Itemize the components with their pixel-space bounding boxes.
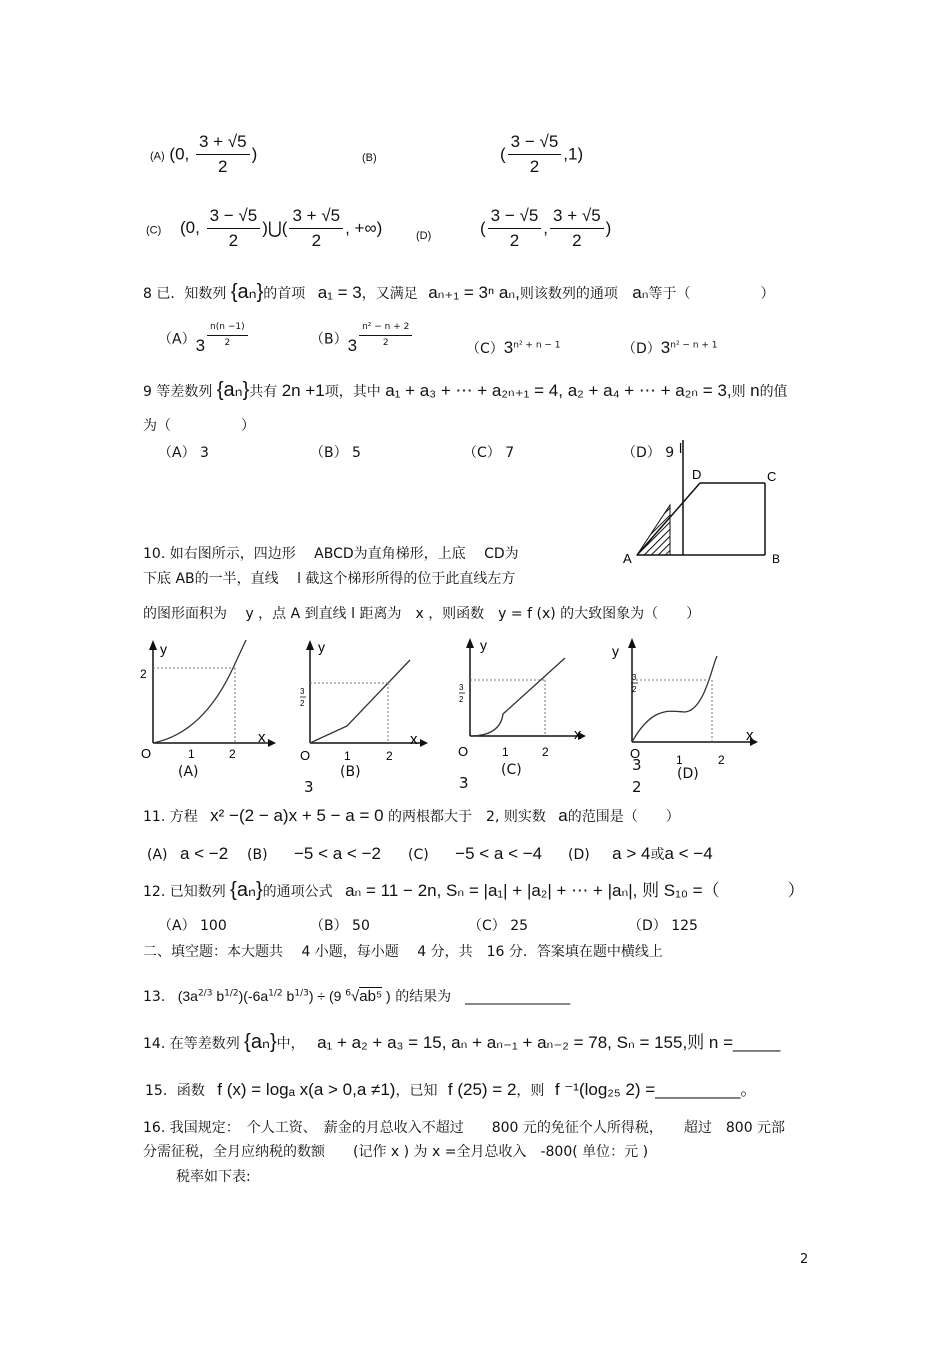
q7-option-a-tail: ) — [251, 144, 258, 164]
svg-text:1: 1 — [188, 747, 195, 761]
q10-line3: 的图形面积为 y ，点 A 到直线 l 距离为 x ，则函数 y = f (x) 的大致图象为（ ） — [143, 606, 701, 622]
svg-text:2: 2 — [459, 695, 464, 704]
graph-a-caption: (A) — [178, 764, 199, 780]
stray-digit-3b: 3 — [459, 774, 469, 792]
q7-option-b-label: (B) — [362, 152, 377, 164]
q12-stem: 12. 已知数列 {aₙ}的通项公式 aₙ = 11 − 2n, Sₙ = |a₁| + |a₂| + ⋯ + |aₙ|, 则 S₁₀ =（ ） — [143, 879, 805, 901]
q10-line2: 下底 AB的一半，直线 l 截这个梯形所得的位于此直线左方 — [143, 571, 516, 587]
q11-stem: 11. 方程 x² −(2 − a)x + 5 − a = 0 的两根都大于 2, 则实数 a的范围是（ ） — [143, 806, 680, 825]
svg-text:y: y — [480, 637, 487, 653]
q7-option-d-head: ( — [480, 218, 486, 238]
svg-text:O: O — [141, 746, 152, 761]
fig-label-c: C — [767, 469, 777, 484]
svg-text:O: O — [630, 746, 641, 761]
svg-text:2: 2 — [386, 749, 393, 763]
q11-option-a: (A) a < −2 — [147, 844, 229, 863]
graph-c-caption: (C) — [501, 762, 522, 778]
q7-option-c-label: (C) — [146, 224, 162, 237]
svg-text:3: 3 — [459, 683, 464, 692]
q8-option-d: $(D)3^{n^2 - n + 1}$ — [622, 338, 718, 357]
q12-option-a: （A） 100 — [158, 918, 227, 934]
graph-b — [292, 638, 432, 778]
svg-text:2: 2 — [140, 667, 147, 681]
q7-option-d-fraction-2: $\frac{3 + √5}{2}$ — [550, 206, 604, 252]
q7-option-b-head: ( — [500, 144, 506, 164]
q11-option-d: (D) a > 4或a < −4 — [568, 844, 713, 863]
q12-option-b: （B） 50 — [310, 918, 370, 934]
q13-stem: 13. ($3a^{2/3}$ $b^{1/2})(-6a^{1/2}$ $b^{1/3}) \div (9$ $^6$√ab⁵ ) 的结果为 _______________ — [143, 988, 571, 1005]
q12-option-c: （C） 25 — [468, 918, 529, 934]
q7-option-c-union: )⋃( — [262, 218, 288, 238]
svg-text:2: 2 — [542, 745, 549, 759]
stray-digit-2: 2 — [632, 778, 642, 796]
q7-option-a-head: (0, — [169, 144, 194, 164]
stray-digit-3: 3 — [304, 778, 314, 796]
fig-label-d: D — [692, 467, 702, 482]
q16-line3: 税率如下表: — [176, 1169, 251, 1185]
q9-option-b: （B） 5 — [310, 445, 361, 461]
q16-line1: 16. 我国规定： 个人工资、 薪金的月总收入不超过 800 元的免征个人所得税， 超过 800 元部 — [143, 1120, 786, 1136]
svg-text:3: 3 — [300, 687, 305, 696]
q9-stem-line2: 为（ ） — [143, 418, 255, 434]
q9-option-c: （C） 7 — [463, 445, 515, 461]
q14-stem: 14. 在等差数列 {aₙ}中， a₁ + a₂ + a₃ = 15, aₙ + aₙ₋₁ + aₙ₋₂ = 78, Sₙ = 155,则 n =_____ — [143, 1031, 781, 1053]
section-2-heading: 二、填空题：本大题共 4 小题，每小题 4 分，共 16 分．答案填在题中横线上 — [143, 944, 663, 960]
svg-text:1: 1 — [344, 749, 351, 763]
svg-text:2: 2 — [632, 685, 637, 694]
q7-option-d-comma: , — [543, 218, 549, 238]
graph-a — [138, 638, 278, 778]
svg-text:3: 3 — [632, 673, 637, 682]
svg-text:O: O — [458, 744, 469, 759]
fig-label-b: B — [772, 552, 781, 566]
q9-stem: 9 等差数列 {aₙ}共有 2n +1项，其中 a₁ + a₃ + ⋯ + a₂ₙ₊₁ = 4, a₂ + a₄ + ⋯ + a₂ₙ = 3,则 n的值 — [143, 379, 788, 401]
q8-option-c: $(C)3^{n^2 + n - 1}$ — [466, 338, 561, 357]
q7-option-c-head: (0, — [180, 218, 205, 238]
svg-text:y: y — [318, 639, 325, 655]
graph-c — [450, 636, 590, 776]
q8-stem: 8 已．知数列 {aₙ}的首项 a₁ = 3，又满足 aₙ₊₁ = 3ⁿ aₙ,则该数列的通项 aₙ等于（ ） — [143, 281, 775, 303]
q7-option-d-fraction-1: $\frac{3 - √5}{2}$ — [488, 206, 542, 252]
svg-text:1: 1 — [502, 745, 509, 759]
fig-label-a: A — [623, 551, 632, 566]
q7-option-c-fraction-1: $\frac{3 - √5}{2}$ — [207, 206, 261, 252]
svg-text:x: x — [258, 729, 266, 746]
stray-digit-3c: 3 — [632, 756, 642, 774]
q7-option-c-fraction-2: $\frac{3 + √5}{2}$ — [289, 206, 343, 252]
svg-text:x: x — [574, 726, 582, 743]
svg-text:2: 2 — [229, 747, 236, 761]
q16-line2: 分需征税，全月应纳税的数额 (记作 x ) 为 x =全月总收入 -800( 单位：元 ) — [143, 1144, 649, 1160]
q11-option-b: (B) −5 < a < −2 — [247, 844, 381, 863]
q15-stem: 15．函数 f (x) = logₐ x(a > 0,a ≠1)，已知 f (25) = 2，则 f ⁻¹(log₂₅ 2) =_________。 — [145, 1080, 758, 1099]
q8-option-b: （B）3 $\frac{\text{n² − n + 2}}{2}$ — [310, 326, 414, 353]
svg-text:y: y — [160, 641, 167, 657]
q7-option-d-tail: ) — [605, 218, 612, 238]
svg-text:2: 2 — [718, 753, 725, 767]
q7-option-d-label: (D) — [416, 230, 432, 242]
svg-text:y: y — [612, 643, 619, 659]
q11-option-c: (C) −5 < a < −4 — [408, 844, 543, 863]
svg-text:2: 2 — [300, 699, 305, 708]
q7-option-b-tail: ,1) — [563, 144, 584, 164]
q7-option-b-fraction: $\frac{3 - √5}{2}$ — [508, 132, 562, 178]
q12-option-d: （D） 125 — [628, 918, 698, 934]
q7-option-c-tail: , +∞) — [345, 218, 383, 238]
q8-option-a: （A）3 $\frac{n(n -1)}{2}$ — [158, 326, 250, 353]
svg-text:x: x — [746, 727, 754, 744]
graph-d-caption: (D) — [677, 766, 699, 782]
fig-label-l: l — [679, 440, 683, 456]
q7-option-a-fraction: $\frac{3 + √5}{2}$ — [196, 132, 250, 178]
svg-text:1: 1 — [676, 753, 683, 767]
q9-option-a: （A） 3 — [158, 445, 209, 461]
q7-option-a-label: (A) — [150, 150, 165, 163]
trapezoid-figure — [615, 435, 815, 570]
svg-text:O: O — [300, 748, 311, 763]
graph-b-caption: (B) — [340, 764, 361, 780]
svg-text:x: x — [410, 731, 418, 748]
page-number: 2 — [800, 1252, 809, 1267]
graph-d — [612, 636, 762, 776]
q10-line1: 10. 如右图所示，四边形 ABCD为直角梯形，上底 CD为 — [143, 546, 519, 562]
q9-option-d: （D） 9 — [622, 445, 675, 461]
